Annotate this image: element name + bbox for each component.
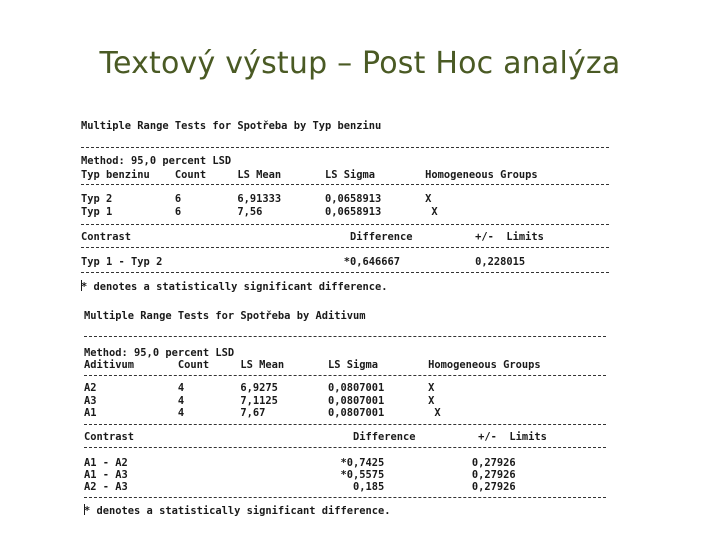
- divider: [81, 147, 609, 148]
- divider: [84, 375, 606, 376]
- output-block-typ-benzinu: [81, 120, 611, 300]
- output-block-aditivum: [84, 310, 610, 520]
- slide-title: Textový výstup – Post Hoc analýza: [99, 46, 621, 81]
- contrast-row: A2 - A3 0,185 0,27926: [84, 481, 516, 493]
- footnote: * denotes a statistically significant difference.: [81, 281, 388, 293]
- divider: [84, 336, 606, 337]
- table-header: Typ benzinu Count LS Mean LS Sigma Homogeneous Groups: [81, 169, 538, 181]
- contrast-row: A1 - A3 *0,5575 0,27926: [84, 469, 516, 481]
- divider: [84, 424, 606, 425]
- contrast-row: Typ 1 - Typ 2 *0,646667 0,228015: [81, 256, 526, 268]
- table-row: A2 4 6,9275 0,0807001 X: [84, 382, 435, 394]
- table-row: A1 4 7,67 0,0807001 X: [84, 407, 441, 419]
- table-header: Aditivum Count LS Mean LS Sigma Homogeneous Groups: [84, 359, 541, 371]
- divider: [84, 497, 606, 498]
- contrast-row: A1 - A2 *0,7425 0,27926: [84, 457, 516, 469]
- divider: [84, 447, 606, 448]
- block-title: Multiple Range Tests for Spotřeba by Typ benzinu: [81, 120, 382, 132]
- footnote: * denotes a statistically significant difference.: [84, 505, 391, 517]
- divider: [81, 224, 609, 225]
- table-row: Typ 2 6 6,91333 0,0658913 X: [81, 193, 432, 205]
- method-line: Method: 95,0 percent LSD: [81, 155, 232, 167]
- contrast-header: Contrast Difference +/- Limits: [84, 431, 547, 443]
- table-row: A3 4 7,1125 0,0807001 X: [84, 395, 435, 407]
- divider: [81, 247, 609, 248]
- block-title: Multiple Range Tests for Spotřeba by Aditivum: [84, 310, 366, 322]
- method-line: Method: 95,0 percent LSD: [84, 347, 235, 359]
- divider: [81, 184, 609, 185]
- table-row: Typ 1 6 7,56 0,0658913 X: [81, 206, 438, 218]
- contrast-header: Contrast Difference +/- Limits: [81, 231, 544, 243]
- divider: [81, 272, 609, 273]
